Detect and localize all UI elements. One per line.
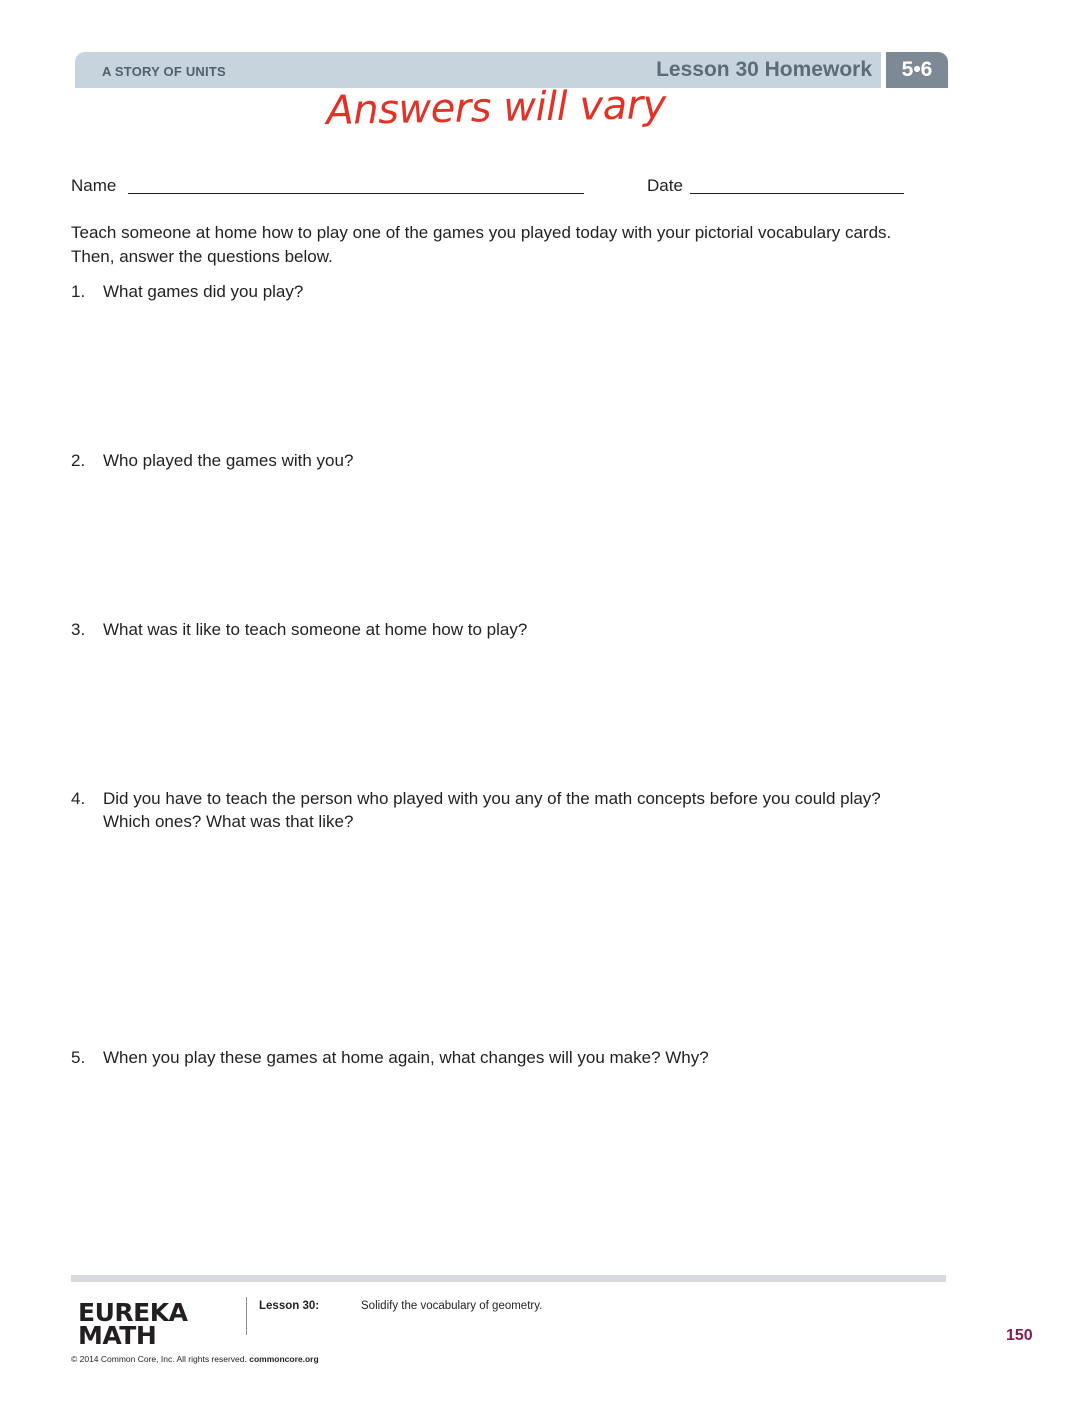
instructions-line: Then, answer the questions below.	[71, 247, 333, 266]
grade-module-badge: 5•6	[886, 52, 948, 88]
question-number: 4.	[71, 789, 86, 808]
question-text: What was it like to teach someone at home how to play?	[103, 620, 528, 639]
handwritten-annotation: Answers will vary	[326, 82, 667, 134]
footer-lesson-label: Lesson 30:	[259, 1300, 320, 1312]
answer-area-3[interactable]	[71, 648, 946, 788]
logo-line-2: MATH	[78, 1321, 157, 1350]
instructions-line: Teach someone at home how to play one of the games you played today with your pictorial vocabulary cards.	[71, 223, 892, 242]
question-text: When you play these games at home again, what changes will you make? Why?	[103, 1048, 709, 1067]
question-number: 2.	[71, 451, 86, 470]
question-number: 5.	[71, 1048, 86, 1067]
question-number: 1.	[71, 282, 86, 301]
copyright-text: © 2014 Common Core, Inc. All rights reserved.	[71, 1354, 247, 1364]
footer-objective: Solidify the vocabulary of geometry.	[361, 1300, 543, 1312]
footer-divider	[246, 1297, 247, 1335]
date-field[interactable]	[690, 193, 904, 194]
lesson-title: Lesson 30 Homework	[656, 58, 872, 81]
answer-area-1[interactable]	[71, 310, 946, 450]
logo-line-1: EUREKA	[78, 1298, 188, 1327]
page-number: 150	[1006, 1327, 1033, 1344]
question-text: Did you have to teach the person who played with you any of the math concepts before you could play?	[103, 789, 881, 808]
footer-rule	[71, 1275, 946, 1282]
question-number: 3.	[71, 620, 86, 639]
answer-area-4[interactable]	[71, 840, 946, 1040]
name-field[interactable]	[128, 193, 584, 194]
instructions	[71, 221, 951, 269]
question-text: What games did you play?	[103, 282, 304, 301]
question-text: Who played the games with you?	[103, 451, 354, 470]
question-text: Which ones? What was that like?	[103, 812, 354, 831]
copyright	[71, 1354, 319, 1364]
eureka-math-logo	[78, 1298, 193, 1350]
answer-area-5[interactable]	[71, 1076, 946, 1266]
date-label: Date	[647, 176, 683, 195]
name-label: Name	[71, 176, 117, 195]
copyright-site: commoncore.org	[249, 1354, 319, 1364]
series-label: A STORY OF UNITS	[102, 64, 226, 79]
answer-area-2[interactable]	[71, 479, 946, 619]
